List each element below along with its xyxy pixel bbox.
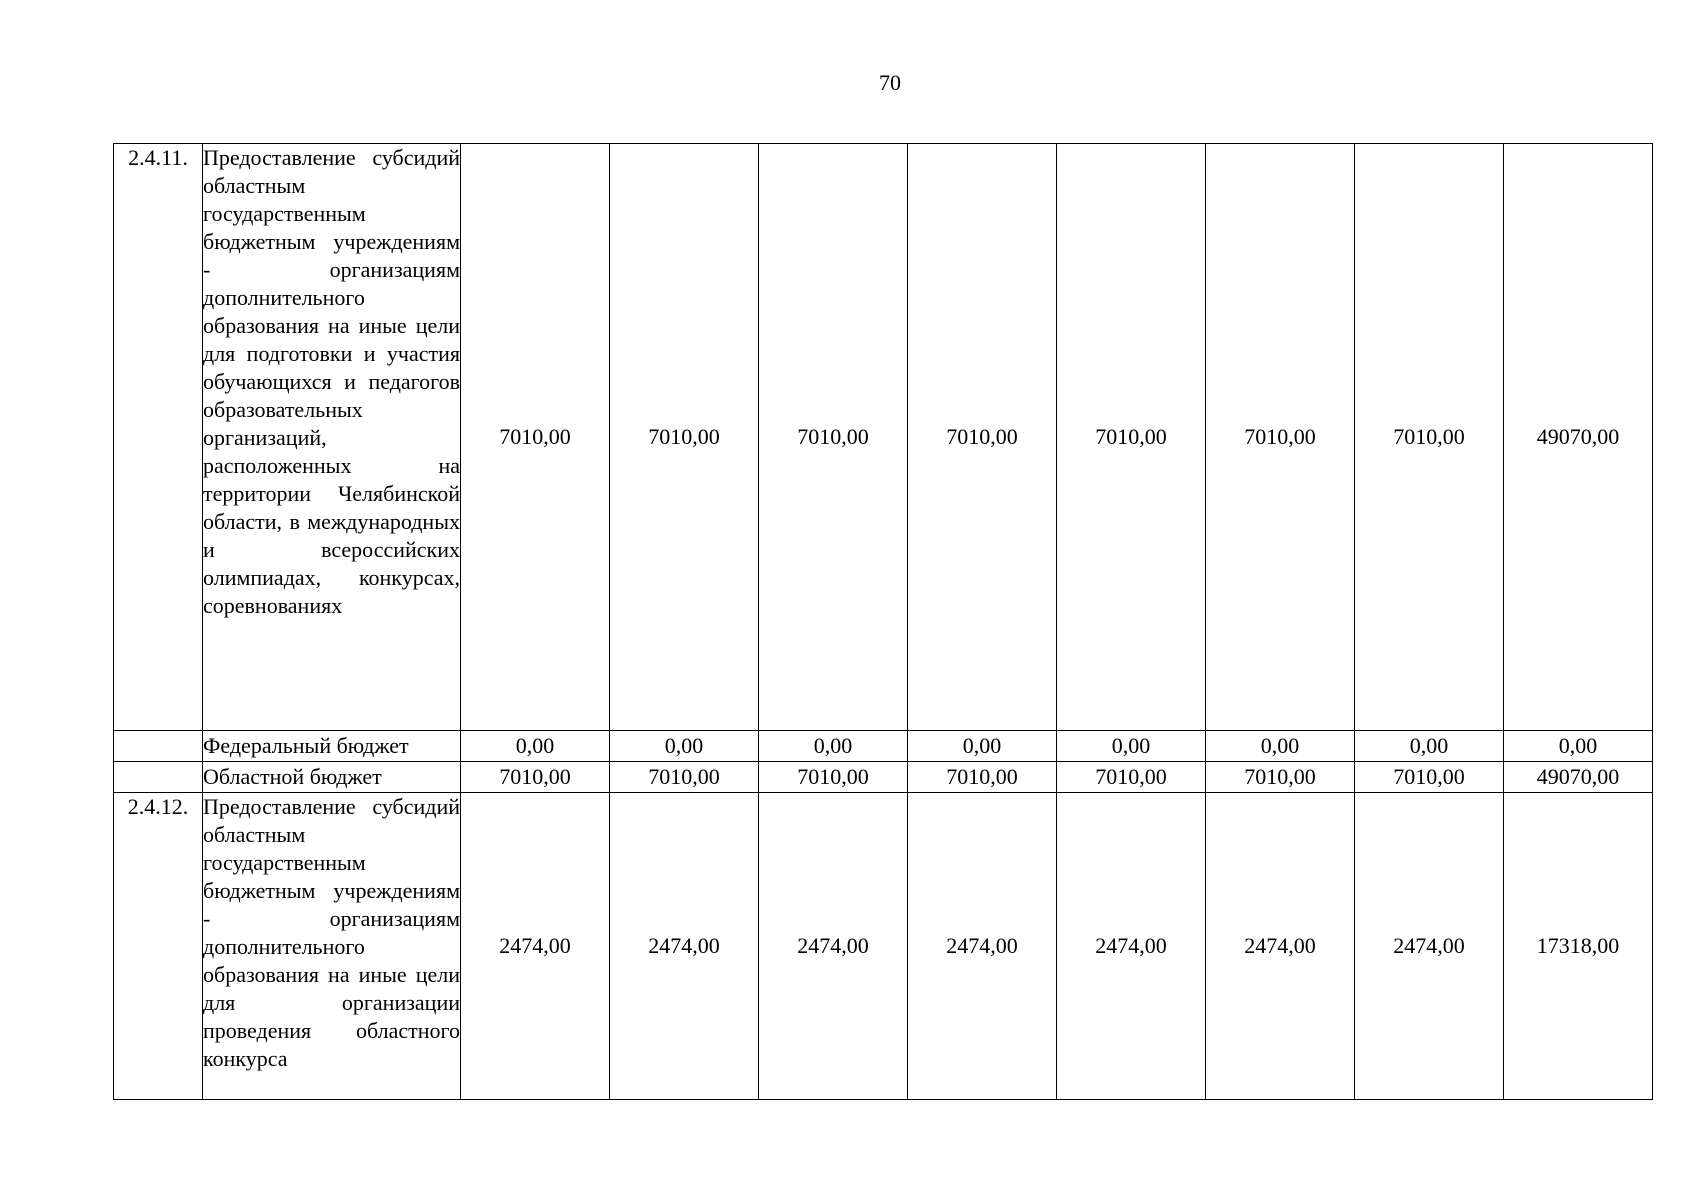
value-cell: 7010,00 — [759, 144, 908, 731]
row-description — [203, 793, 461, 1100]
value-cell: 7010,00 — [1206, 762, 1355, 793]
value-cell: 7010,00 — [461, 762, 610, 793]
value-cell: 0,00 — [1355, 731, 1504, 762]
budget-table — [113, 143, 1653, 1100]
value-cell: 2474,00 — [1206, 793, 1355, 1100]
table-row — [114, 762, 1653, 793]
value-cell: 7010,00 — [1355, 762, 1504, 793]
value-cell: 0,00 — [1057, 731, 1206, 762]
value-cell: 7010,00 — [461, 144, 610, 731]
value-cell: 2474,00 — [461, 793, 610, 1100]
value-cell: 2474,00 — [610, 793, 759, 1100]
value-cell: 7010,00 — [610, 762, 759, 793]
value-cell: 0,00 — [610, 731, 759, 762]
row-description-text: Предоставление субсидий областным государственным бюджетным учреждениям - организациям дополнительного образования на иные цели для подготовки и участия обучающихся и педагогов образовательных организаций, расположенных на территории Челябинской области, в международных и всероссийских олимпиадах, конкурсах, соревнованиях — [203, 145, 460, 618]
row-index: 2.4.11. — [114, 144, 203, 731]
row-description: Федеральный бюджет — [203, 731, 461, 762]
total-cell: 49070,00 — [1504, 762, 1653, 793]
page-number: 70 — [879, 70, 901, 95]
value-cell: 2474,00 — [908, 793, 1057, 1100]
value-cell: 7010,00 — [1057, 144, 1206, 731]
value-cell: 0,00 — [759, 731, 908, 762]
row-description — [203, 144, 461, 731]
value-cell: 7010,00 — [908, 144, 1057, 731]
total-cell: 0,00 — [1504, 731, 1653, 762]
total-cell: 49070,00 — [1504, 144, 1653, 731]
value-cell: 7010,00 — [1206, 144, 1355, 731]
value-cell: 2474,00 — [1355, 793, 1504, 1100]
row-description-text: Предоставление субсидий областным государственным бюджетным учреждениям - организациям дополнительного образования на иные цели для организации проведения областного конкурса — [203, 794, 460, 1071]
value-cell: 7010,00 — [1057, 762, 1206, 793]
table-row — [114, 731, 1653, 762]
value-cell: 0,00 — [461, 731, 610, 762]
value-cell: 7010,00 — [759, 762, 908, 793]
row-index — [114, 731, 203, 762]
value-cell: 2474,00 — [759, 793, 908, 1100]
row-description: Областной бюджет — [203, 762, 461, 793]
value-cell: 0,00 — [908, 731, 1057, 762]
value-cell: 2474,00 — [1057, 793, 1206, 1100]
value-cell: 7010,00 — [1355, 144, 1504, 731]
total-cell: 17318,00 — [1504, 793, 1653, 1100]
value-cell: 0,00 — [1206, 731, 1355, 762]
table-row — [114, 793, 1653, 1100]
row-index: 2.4.12. — [114, 793, 203, 1100]
value-cell: 7010,00 — [610, 144, 759, 731]
table-row — [114, 144, 1653, 731]
value-cell: 7010,00 — [908, 762, 1057, 793]
row-index — [114, 762, 203, 793]
